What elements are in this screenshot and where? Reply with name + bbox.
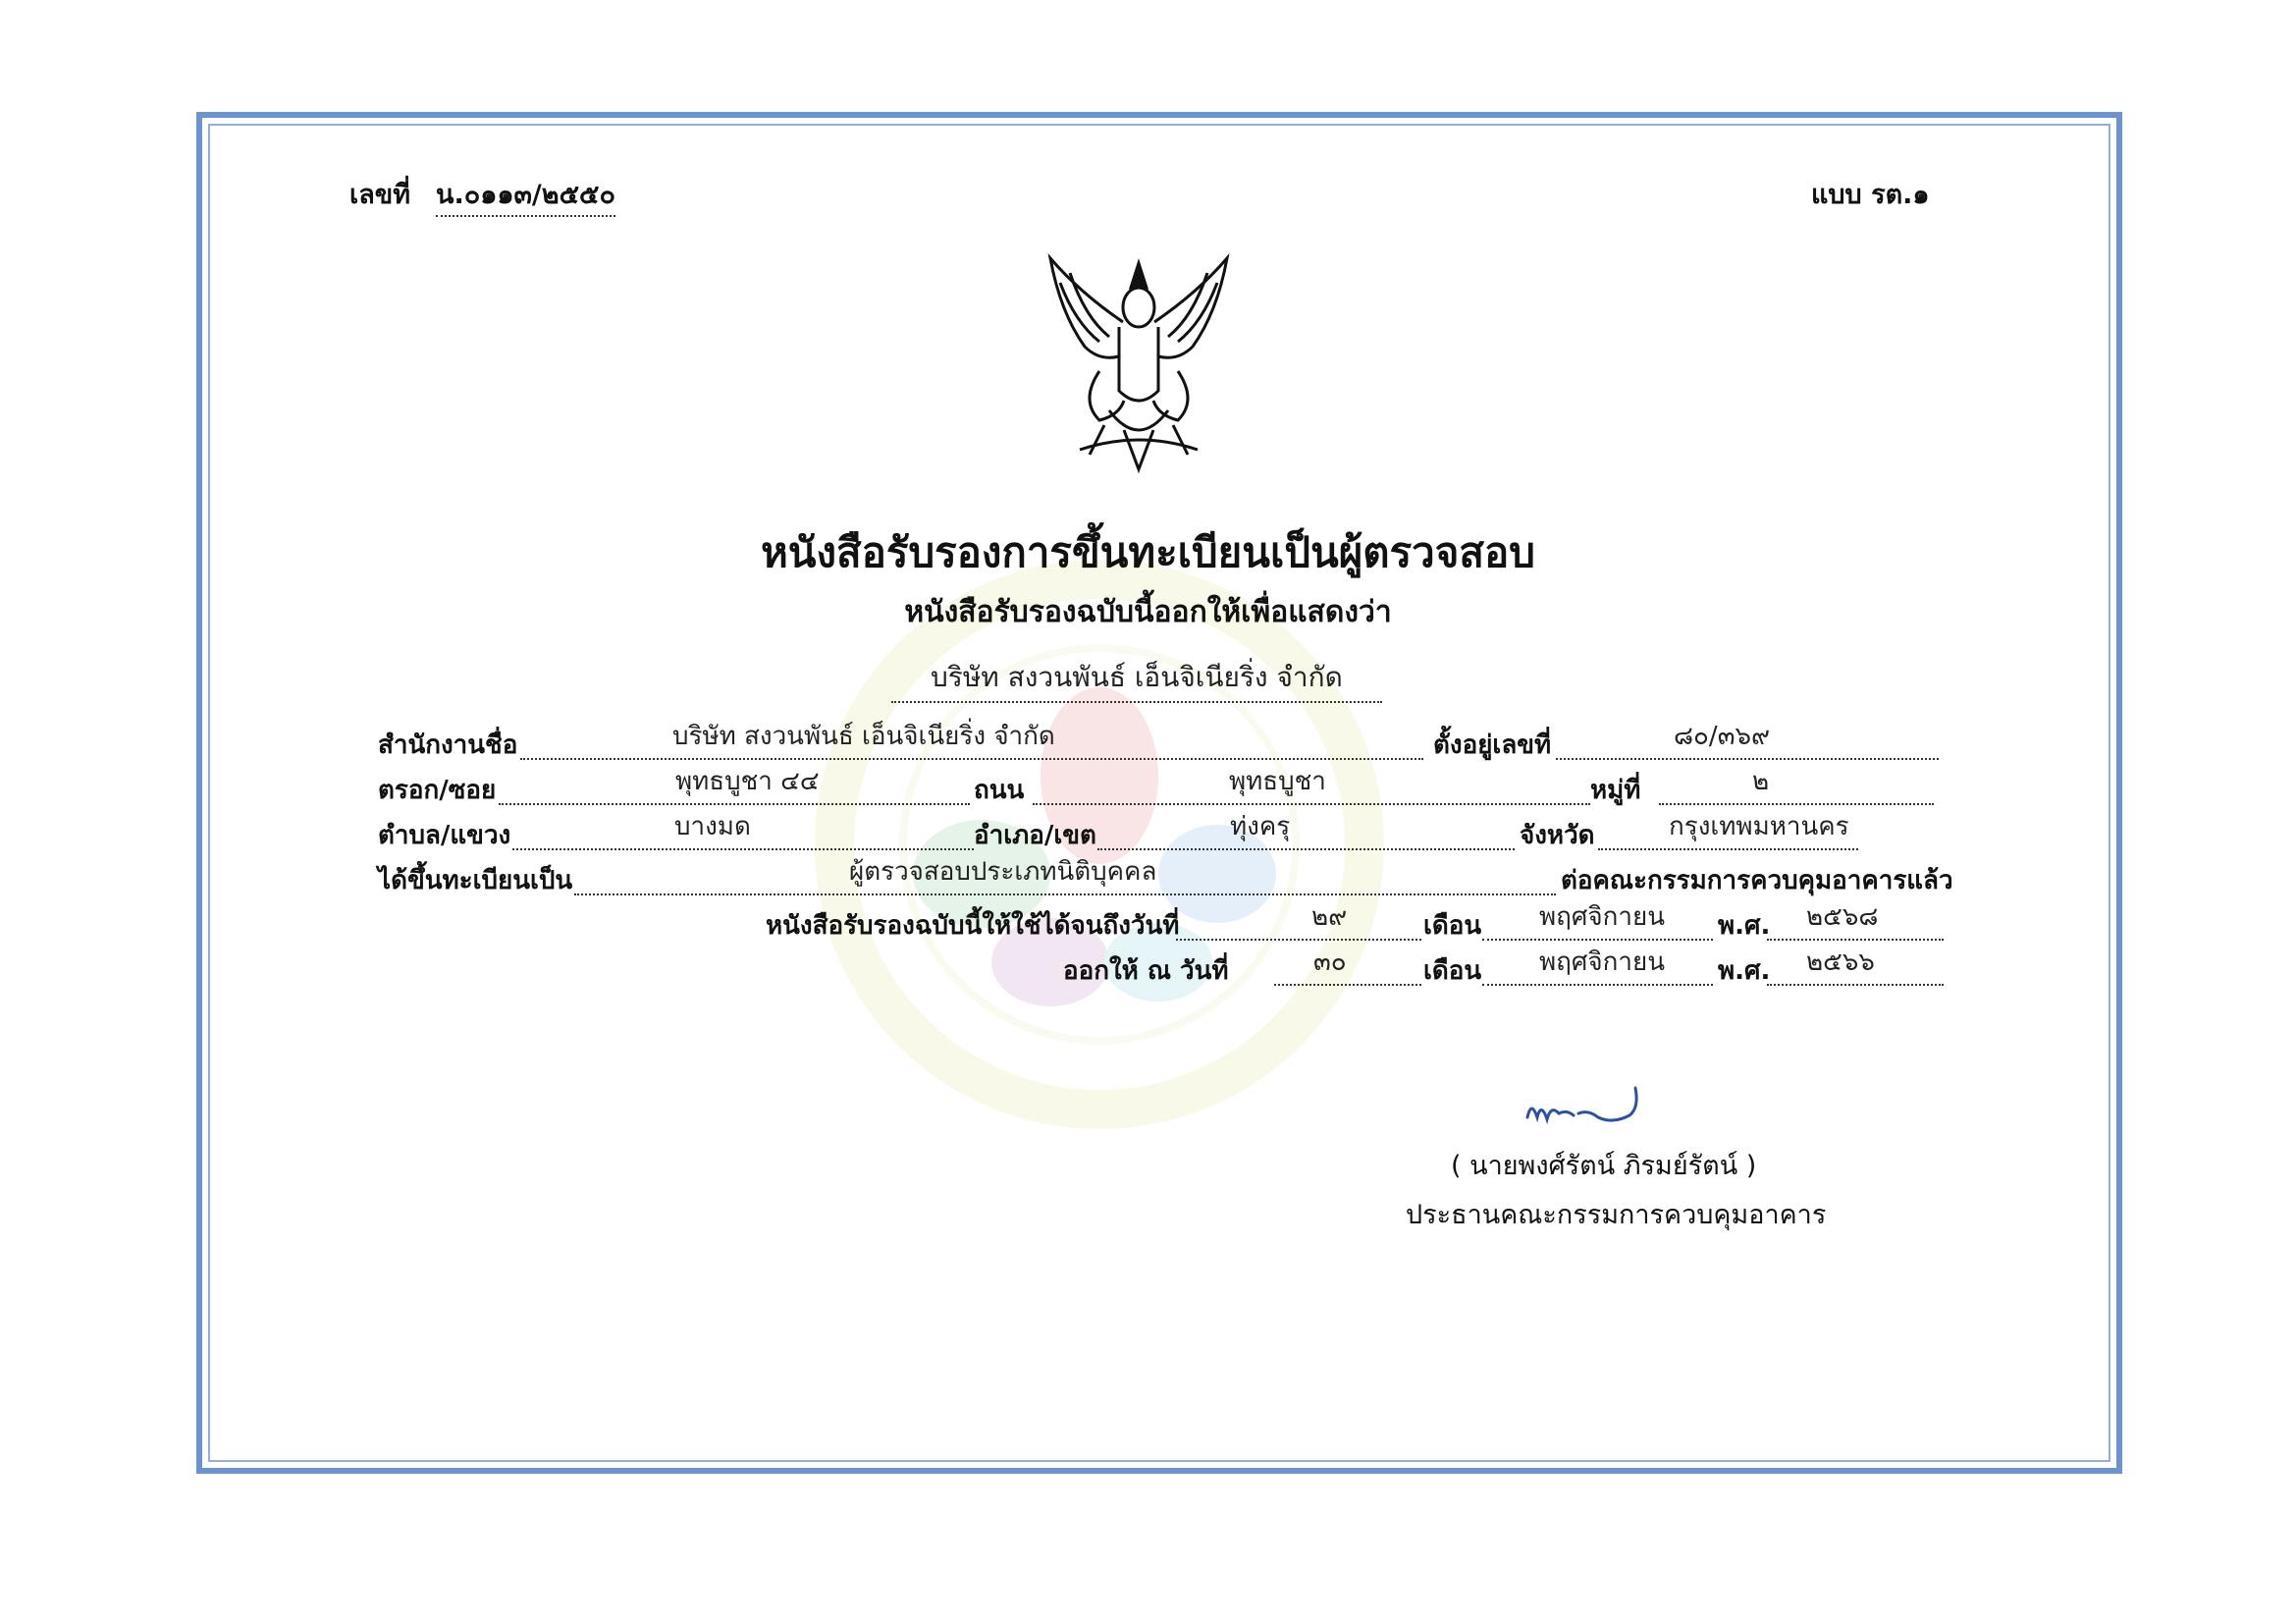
issued-month-label: เดือน (1423, 956, 1482, 986)
doc-number-value: น.๐๑๑๓/๒๕๕๐ (436, 173, 615, 217)
district-value: ทุ่งครุ (1230, 812, 1291, 841)
valid-until-label: หนังสือรับรองฉบับนี้ให้ใช้ได้จนถึงวันที่ (766, 911, 1180, 941)
valid-month: พฤศจิกายน (1539, 902, 1665, 932)
subdistrict-value: บางมด (674, 812, 751, 841)
province-label: จังหวัด (1520, 821, 1595, 850)
registered-suffix: ต่อคณะกรรมการควบคุมอาคารแล้ว (1561, 866, 1953, 895)
road-field (1033, 767, 1590, 805)
garuda-emblem-icon (1041, 253, 1237, 474)
valid-day-field (1176, 902, 1421, 941)
valid-month-label: เดือน (1423, 911, 1482, 941)
road-value: พุทธบูชา (1229, 767, 1326, 796)
issued-year-label: พ.ศ. (1718, 956, 1771, 986)
signatory-name: ( นายพงศ์รัตน์ ภิรมย์รัตน์ ) (1451, 1151, 1757, 1181)
form-code: แบบ รต.๑ (1811, 180, 1930, 210)
valid-day: ๒๙ (1311, 902, 1348, 932)
signature-mark (1520, 1080, 1667, 1139)
moo-value: ๒ (1752, 767, 1770, 796)
moo-field (1659, 767, 1934, 805)
issued-month: พฤศจิกายน (1539, 947, 1665, 977)
moo-label: หมู่ที่ (1590, 776, 1641, 805)
subdistrict-field (512, 812, 974, 850)
road-label: ถนน (974, 776, 1025, 805)
issued-month-field (1482, 947, 1713, 986)
alley-value: พุทธบูชา ๔๔ (675, 767, 820, 796)
located-field (1556, 722, 1939, 760)
valid-year: ๒๕๖๘ (1806, 902, 1879, 932)
valid-year-field (1767, 902, 1944, 941)
issued-year-field (1767, 947, 1944, 986)
registered-field (574, 857, 1556, 895)
certificate-subtitle: หนังสือรับรองฉบับนี้ออกให้เพื่อแสดงว่า (904, 595, 1392, 629)
certificate-title: หนังสือรับรองการขึ้นทะเบียนเป็นผู้ตรวจสอบ (761, 528, 1535, 576)
registered-label: ได้ขึ้นทะเบียนเป็น (378, 866, 573, 895)
office-value: บริษัท สงวนพันธ์ เอ็นจิเนียริ่ง จำกัด (672, 722, 1055, 751)
district-label: อำเภอ/เขต (974, 821, 1096, 850)
valid-month-field (1482, 902, 1713, 941)
located-label: ตั้งอยู่เลขที่ (1433, 731, 1552, 760)
company-name: บริษัท สงวนพันธ์ เอ็นจิเนียริ่ง จำกัด (931, 661, 1343, 693)
office-label: สำนักงานชื่อ (378, 731, 518, 760)
office-field (520, 722, 1423, 760)
issued-year: ๒๕๖๖ (1806, 947, 1875, 977)
company-name-line (891, 661, 1382, 703)
issued-day-field (1274, 947, 1421, 986)
province-field (1598, 812, 1858, 850)
located-value: ๘๐/๓๖๙ (1674, 722, 1771, 751)
doc-number-label: เลขที่ (349, 180, 411, 210)
district-field (1097, 812, 1515, 850)
issued-label: ออกให้ ณ วันที่ (1063, 956, 1229, 986)
alley-label: ตรอก/ซอย (378, 776, 497, 805)
subdistrict-label: ตำบล/แขวง (378, 821, 511, 850)
issued-day: ๓๐ (1313, 947, 1347, 977)
valid-year-label: พ.ศ. (1718, 911, 1771, 941)
alley-field (499, 767, 970, 805)
registered-value: ผู้ตรวจสอบประเภทนิติบุคคล (849, 857, 1157, 887)
province-value: กรุงเทพมหานคร (1669, 812, 1849, 841)
signatory-position: ประธานคณะกรรมการควบคุมอาคาร (1406, 1200, 1827, 1230)
